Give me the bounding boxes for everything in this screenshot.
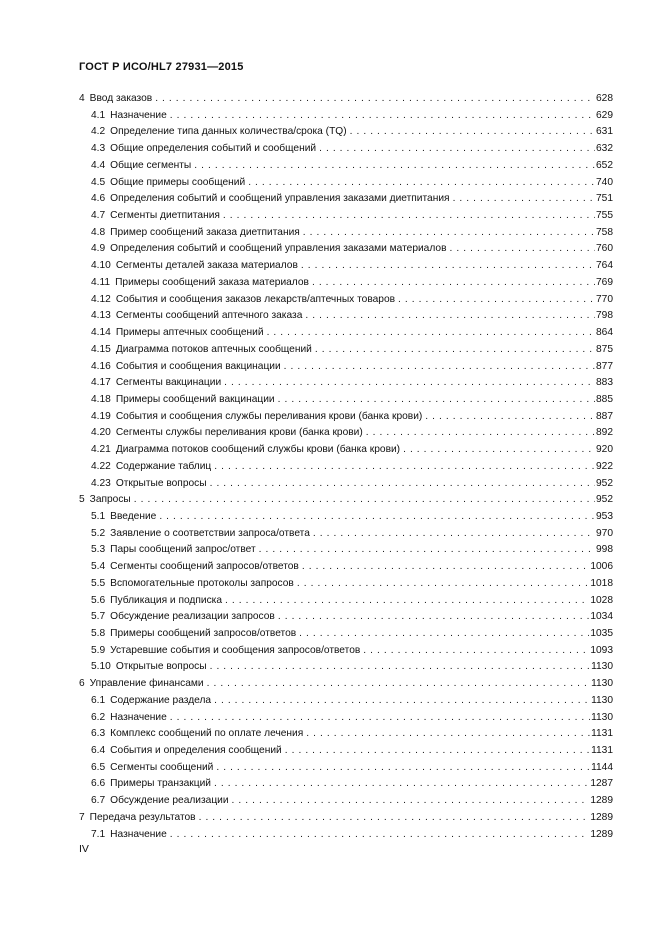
toc-entry-number: 4.8 bbox=[91, 226, 106, 238]
toc-entry bbox=[79, 559, 613, 576]
toc-entry-number: 4.22 bbox=[91, 460, 111, 472]
table-of-contents bbox=[79, 91, 613, 843]
toc-entry-title: Определения событий и сообщений управления заказами диетпитания bbox=[110, 193, 450, 205]
toc-entry-page: 1034 bbox=[590, 611, 613, 623]
toc-entry-title: Открытые вопросы bbox=[115, 477, 207, 489]
toc-entry-title: Сегменты сообщений bbox=[110, 761, 214, 773]
toc-entry-number: 6.5 bbox=[91, 761, 106, 773]
toc-entry-number: 6.7 bbox=[91, 795, 106, 807]
toc-dot-leader bbox=[214, 776, 589, 793]
toc-entry bbox=[79, 308, 613, 325]
toc-entry-number: 4 bbox=[79, 93, 85, 104]
toc-entry-number: 5.7 bbox=[91, 611, 106, 623]
toc-entry-title: Открытые вопросы bbox=[115, 661, 207, 673]
toc-dot-leader bbox=[301, 258, 595, 275]
toc-entry bbox=[79, 392, 613, 409]
toc-dot-leader bbox=[453, 191, 595, 208]
toc-entry-title: Диаграмма потоков аптечных сообщений bbox=[115, 343, 312, 355]
toc-entry-number: 4.21 bbox=[91, 444, 111, 456]
toc-entry-number: 4.3 bbox=[91, 143, 106, 155]
toc-entry-page: 1028 bbox=[590, 594, 613, 606]
toc-entry-page: 1130 bbox=[591, 661, 613, 673]
toc-entry-title: Управление финансами bbox=[89, 678, 204, 690]
toc-entry bbox=[79, 576, 613, 593]
toc-entry bbox=[79, 542, 613, 559]
toc-dot-leader bbox=[350, 124, 595, 141]
toc-dot-leader bbox=[403, 442, 595, 459]
toc-dot-leader bbox=[223, 208, 595, 225]
toc-entry bbox=[79, 459, 613, 476]
toc-dot-leader bbox=[159, 509, 595, 526]
toc-dot-leader bbox=[210, 659, 591, 676]
toc-entry bbox=[79, 442, 613, 459]
toc-entry bbox=[79, 509, 613, 526]
toc-entry-number: 5.3 bbox=[91, 544, 106, 556]
toc-dot-leader bbox=[216, 760, 590, 777]
toc-entry-title: Заявление о соответствии запроса/ответа bbox=[110, 527, 310, 539]
toc-entry-number: 5.9 bbox=[91, 644, 106, 656]
toc-entry-number: 4.18 bbox=[91, 393, 111, 405]
toc-dot-leader bbox=[285, 743, 590, 760]
toc-entry-page: 631 bbox=[596, 126, 613, 138]
toc-entry-number: 4.7 bbox=[91, 210, 106, 222]
page-number: IV bbox=[79, 843, 89, 855]
toc-entry bbox=[79, 643, 613, 660]
toc-dot-leader bbox=[284, 359, 595, 376]
toc-entry-number: 5.1 bbox=[91, 510, 106, 522]
toc-dot-leader bbox=[302, 559, 589, 576]
toc-entry-page: 628 bbox=[596, 93, 613, 104]
toc-entry-page: 798 bbox=[596, 310, 613, 322]
toc-entry-page: 1287 bbox=[590, 778, 613, 790]
toc-entry bbox=[79, 91, 613, 108]
toc-entry bbox=[79, 676, 613, 693]
toc-entry bbox=[79, 810, 613, 827]
toc-entry-page: 1289 bbox=[590, 795, 613, 807]
toc-dot-leader bbox=[214, 459, 595, 476]
toc-entry-page: 1130 bbox=[591, 711, 613, 723]
toc-entry-page: 755 bbox=[596, 210, 613, 222]
toc-entry-title: Назначение bbox=[110, 828, 167, 840]
toc-entry bbox=[79, 609, 613, 626]
toc-entry-number: 4.4 bbox=[91, 159, 106, 171]
document-header: ГОСТ Р ИСО/HL7 27931—2015 bbox=[79, 61, 244, 73]
toc-dot-leader bbox=[207, 676, 591, 693]
toc-entry-number: 5.10 bbox=[91, 661, 111, 673]
toc-entry-title: Примеры сообщений заказа материалов bbox=[115, 276, 309, 288]
toc-dot-leader bbox=[313, 526, 595, 543]
toc-dot-leader bbox=[134, 492, 595, 509]
toc-dot-leader bbox=[194, 158, 595, 175]
toc-entry-page: 758 bbox=[596, 226, 613, 238]
toc-entry-number: 4.11 bbox=[91, 276, 111, 288]
toc-entry-page: 760 bbox=[596, 243, 613, 255]
toc-entry-page: 1289 bbox=[590, 811, 613, 823]
toc-entry bbox=[79, 425, 613, 442]
toc-entry bbox=[79, 241, 613, 258]
toc-dot-leader bbox=[259, 542, 595, 559]
toc-entry-page: 770 bbox=[596, 293, 613, 305]
toc-entry-title: Примеры сообщений запросов/ответов bbox=[110, 628, 297, 639]
toc-dot-leader bbox=[297, 576, 589, 593]
toc-entry bbox=[79, 659, 613, 676]
toc-entry bbox=[79, 191, 613, 208]
toc-entry-page: 751 bbox=[596, 193, 613, 205]
toc-entry-page: 970 bbox=[596, 527, 613, 539]
toc-entry-title: Сегменты вакцинации bbox=[115, 377, 222, 389]
toc-entry-title: Назначение bbox=[110, 109, 167, 121]
toc-entry bbox=[79, 258, 613, 275]
toc-entry-title: Сегменты сообщений запросов/ответов bbox=[110, 561, 299, 573]
toc-entry-title: Примеры транзакций bbox=[110, 778, 211, 790]
toc-entry-title: Примеры сообщений вакцинации bbox=[115, 393, 275, 405]
toc-entry bbox=[79, 593, 613, 610]
toc-dot-leader bbox=[210, 476, 595, 493]
toc-dot-leader bbox=[450, 241, 596, 258]
toc-entry bbox=[79, 476, 613, 493]
toc-entry-title: Обсуждение реализации запросов bbox=[110, 611, 275, 623]
toc-entry-number: 4.12 bbox=[91, 293, 111, 305]
toc-dot-leader bbox=[224, 375, 595, 392]
toc-entry bbox=[79, 158, 613, 175]
toc-entry bbox=[79, 743, 613, 760]
toc-entry-page: 652 bbox=[596, 159, 613, 171]
toc-entry bbox=[79, 409, 613, 426]
toc-entry-page: 1130 bbox=[591, 678, 613, 690]
toc-entry-title: Пример сообщений заказа диетпитания bbox=[110, 226, 300, 238]
toc-entry-page: 922 bbox=[596, 460, 613, 472]
toc-entry-title: Введение bbox=[110, 510, 157, 522]
toc-entry bbox=[79, 108, 613, 125]
toc-entry-number: 4.16 bbox=[91, 360, 111, 372]
toc-entry-page: 769 bbox=[596, 276, 613, 288]
toc-entry-number: 6.3 bbox=[91, 728, 106, 740]
toc-dot-leader bbox=[303, 225, 595, 242]
toc-entry-title: События и сообщения вакцинации bbox=[115, 360, 281, 372]
toc-entry-title: Вспомогательные протоколы запросов bbox=[110, 577, 294, 589]
toc-entry-page: 1131 bbox=[591, 745, 613, 757]
toc-entry-page: 952 bbox=[596, 477, 613, 489]
toc-dot-leader bbox=[248, 175, 595, 192]
toc-entry-title: Содержание таблиц bbox=[115, 460, 212, 472]
toc-dot-leader bbox=[170, 710, 590, 727]
toc-dot-leader bbox=[199, 810, 590, 827]
toc-entry-number: 4.19 bbox=[91, 410, 111, 422]
toc-entry-title: Сегменты сообщений аптечного заказа bbox=[115, 310, 303, 322]
toc-entry-title: Публикация и подписка bbox=[110, 594, 223, 606]
toc-dot-leader bbox=[170, 108, 595, 125]
toc-entry-number: 6.2 bbox=[91, 711, 106, 723]
toc-dot-leader bbox=[225, 593, 589, 610]
toc-dot-leader bbox=[267, 325, 595, 342]
toc-entry-title: События и определения сообщений bbox=[110, 745, 282, 757]
toc-entry-number: 4.15 bbox=[91, 343, 111, 355]
toc-entry-page: 875 bbox=[596, 343, 613, 355]
toc-entry-title: Сегменты деталей заказа материалов bbox=[115, 260, 298, 272]
toc-dot-leader bbox=[312, 275, 595, 292]
toc-entry-page: 877 bbox=[596, 360, 613, 372]
toc-entry bbox=[79, 124, 613, 141]
toc-entry-title: Общие определения событий и сообщений bbox=[110, 143, 317, 155]
toc-entry-number: 7.1 bbox=[91, 828, 106, 840]
toc-entry-page: 885 bbox=[596, 393, 613, 405]
toc-entry-number: 7 bbox=[79, 811, 85, 823]
toc-entry-title: Устаревшие события и сообщения запросов/ответов bbox=[110, 644, 361, 656]
toc-entry bbox=[79, 325, 613, 342]
toc-entry-title: Пары сообщений запрос/ответ bbox=[110, 544, 256, 556]
toc-entry-number: 4.2 bbox=[91, 126, 106, 138]
toc-entry-title: Общие примеры сообщений bbox=[110, 176, 246, 188]
toc-entry-page: 883 bbox=[596, 377, 613, 389]
toc-entry-page: 1130 bbox=[591, 694, 613, 706]
toc-entry-number: 4.5 bbox=[91, 176, 106, 188]
toc-entry-page: 887 bbox=[596, 410, 613, 422]
toc-entry-number: 5 bbox=[79, 494, 85, 506]
toc-dot-leader bbox=[305, 308, 595, 325]
toc-entry-page: 1289 bbox=[590, 828, 613, 840]
toc-entry-number: 5.6 bbox=[91, 594, 106, 606]
toc-entry-number: 6.1 bbox=[91, 694, 106, 706]
toc-entry-number: 4.13 bbox=[91, 310, 111, 322]
toc-entry bbox=[79, 225, 613, 242]
toc-entry-page: 892 bbox=[596, 427, 613, 439]
toc-dot-leader bbox=[366, 425, 595, 442]
toc-entry-number: 4.23 bbox=[91, 477, 111, 489]
toc-dot-leader bbox=[319, 141, 595, 158]
toc-entry-title: Диаграмма потоков сообщений службы крови (банка крови) bbox=[115, 444, 401, 456]
toc-entry-title: Определения событий и сообщений управления заказами материалов bbox=[110, 243, 447, 255]
toc-entry bbox=[79, 726, 613, 743]
toc-entry-title: Сегменты диетпитания bbox=[110, 210, 220, 222]
toc-entry-page: 1131 bbox=[591, 728, 613, 740]
toc-dot-leader bbox=[398, 292, 595, 309]
toc-entry-number: 5.4 bbox=[91, 561, 106, 573]
toc-dot-leader bbox=[170, 827, 590, 844]
toc-dot-leader bbox=[306, 726, 590, 743]
toc-entry-number: 4.6 bbox=[91, 193, 106, 205]
toc-entry-page: 920 bbox=[596, 444, 613, 456]
toc-entry bbox=[79, 693, 613, 710]
toc-dot-leader bbox=[232, 793, 590, 810]
toc-entry bbox=[79, 141, 613, 158]
toc-dot-leader bbox=[315, 342, 595, 359]
toc-entry-page: 1035 bbox=[590, 628, 613, 639]
toc-entry bbox=[79, 292, 613, 309]
toc-entry-page: 1093 bbox=[590, 644, 613, 656]
toc-entry-page: 1018 bbox=[590, 577, 613, 589]
toc-dot-leader bbox=[278, 609, 589, 626]
toc-entry-number: 4.9 bbox=[91, 243, 106, 255]
toc-entry-title: Передача результатов bbox=[89, 811, 196, 823]
toc-entry-number: 6 bbox=[79, 678, 85, 690]
toc-dot-leader bbox=[425, 409, 595, 426]
toc-entry bbox=[79, 776, 613, 793]
toc-entry-title: События и сообщения службы переливания крови (банка крови) bbox=[115, 410, 423, 422]
toc-entry-number: 4.17 bbox=[91, 377, 111, 389]
toc-entry-number: 5.2 bbox=[91, 527, 106, 539]
toc-entry bbox=[79, 375, 613, 392]
toc-entry-number: 4.20 bbox=[91, 427, 111, 439]
toc-entry bbox=[79, 793, 613, 810]
toc-entry-title: Назначение bbox=[110, 711, 167, 723]
toc-dot-leader bbox=[363, 643, 589, 660]
toc-entry bbox=[79, 275, 613, 292]
toc-dot-leader bbox=[214, 693, 590, 710]
toc-entry-title: Примеры аптечных сообщений bbox=[115, 327, 264, 339]
toc-entry bbox=[79, 175, 613, 192]
toc-entry bbox=[79, 208, 613, 225]
toc-entry-page: 952 bbox=[596, 494, 613, 506]
toc-entry bbox=[79, 359, 613, 376]
toc-entry-title: Сегменты службы переливания крови (банка крови) bbox=[115, 427, 363, 439]
toc-entry-page: 953 bbox=[596, 510, 613, 522]
toc-entry-page: 632 bbox=[596, 143, 613, 155]
toc-entry-number: 5.8 bbox=[91, 628, 106, 639]
toc-entry bbox=[79, 760, 613, 777]
toc-entry-page: 1006 bbox=[590, 561, 613, 573]
toc-entry-number: 5.5 bbox=[91, 577, 106, 589]
toc-entry-title: Общие сегменты bbox=[110, 159, 192, 171]
toc-entry-number: 6.6 bbox=[91, 778, 106, 790]
toc-entry-title: Ввод заказов bbox=[89, 93, 153, 104]
toc-entry bbox=[79, 710, 613, 727]
toc-entry-page: 1144 bbox=[591, 761, 613, 773]
toc-entry-page: 764 bbox=[596, 260, 613, 272]
toc-entry bbox=[79, 342, 613, 359]
toc-dot-leader bbox=[299, 626, 589, 643]
toc-entry bbox=[79, 492, 613, 509]
toc-entry-title: Определение типа данных количества/срока (TQ) bbox=[110, 126, 347, 138]
toc-entry-title: События и сообщения заказов лекарств/аптечных товаров bbox=[115, 293, 396, 305]
toc-dot-leader bbox=[155, 91, 595, 108]
toc-entry-page: 740 bbox=[596, 176, 613, 188]
toc-entry-page: 998 bbox=[596, 544, 613, 556]
toc-entry bbox=[79, 526, 613, 543]
toc-entry-title: Запросы bbox=[89, 494, 131, 506]
toc-entry bbox=[79, 827, 613, 844]
toc-entry-number: 4.10 bbox=[91, 260, 111, 272]
toc-entry-number: 6.4 bbox=[91, 745, 106, 757]
toc-entry-page: 629 bbox=[596, 109, 613, 121]
toc-entry bbox=[79, 626, 613, 643]
toc-entry-number: 4.14 bbox=[91, 327, 111, 339]
toc-entry-title: Содержание раздела bbox=[110, 694, 212, 706]
toc-entry-page: 864 bbox=[596, 327, 613, 339]
toc-entry-number: 4.1 bbox=[91, 109, 106, 121]
toc-entry-title: Обсуждение реализации bbox=[110, 795, 229, 807]
toc-entry-title: Комплекс сообщений по оплате лечения bbox=[110, 728, 304, 740]
toc-dot-leader bbox=[278, 392, 595, 409]
